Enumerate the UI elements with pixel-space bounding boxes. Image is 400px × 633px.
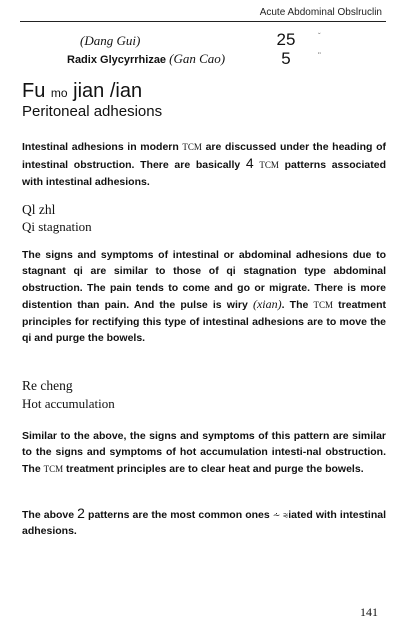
herb-quantity: 5 (281, 49, 291, 68)
page-number: 141 (360, 605, 378, 619)
herb-row (0, 51, 400, 69)
herb-pinyin: (Gan Cao) (169, 51, 226, 66)
herb-name (80, 33, 140, 49)
header-rule (20, 21, 386, 22)
herb-row (0, 30, 400, 51)
pattern-title: Ql zhl (22, 202, 56, 217)
herb-name: Radix Glycyrrhizae (Gan Cao) (67, 51, 226, 66)
pattern-subtitle: Hot accumulation (22, 396, 115, 411)
section-subtitle: Peritoneal adhesions (22, 103, 163, 120)
summary-paragraph: The above 2 patterns are the most common ones ⩪ ⩬iated with intestinal adhesions. (22, 505, 386, 538)
herb-quantity: 25 (276, 30, 296, 49)
herb-mark: ʺ (318, 51, 321, 60)
pattern-title: Re cheng (22, 378, 73, 393)
section-title: Fu mo jian /ian (22, 80, 143, 102)
herb-mark: ˇ (318, 32, 321, 41)
pattern-subtitle: Qi stagnation (22, 219, 92, 234)
qi-stagnation-paragraph: The signs and symptoms of intestinal or abdominal adhesions due to stagnant qi are similar to those of qi stagnation type abdominal obstruction. The pain tends to come and go or migrate. There is more distention than pain. And the pulse is wiry (xian). The TCM treatment principles for rectifying this type of intestinal adhesions are to move the qi and purge the bowels. (22, 249, 386, 345)
herb-pinyin: (Dang Gui) (80, 33, 141, 48)
running-header: Acute Abdominal Obslruclin (259, 7, 382, 18)
hot-accumulation-paragraph: Similar to the above, the signs and symptoms of this pattern are similar to the signs and symptoms of hot accumulation intesti-nal obstruction. The TCM treatment principles are to clear heat and purge the bowels. (22, 430, 386, 475)
intro-paragraph: Intestinal adhesions in modern TCM are discussed under the heading of intestinal obstruction. There are basically 4 TCM patterns associated with intestinal adhesions. (22, 141, 387, 188)
